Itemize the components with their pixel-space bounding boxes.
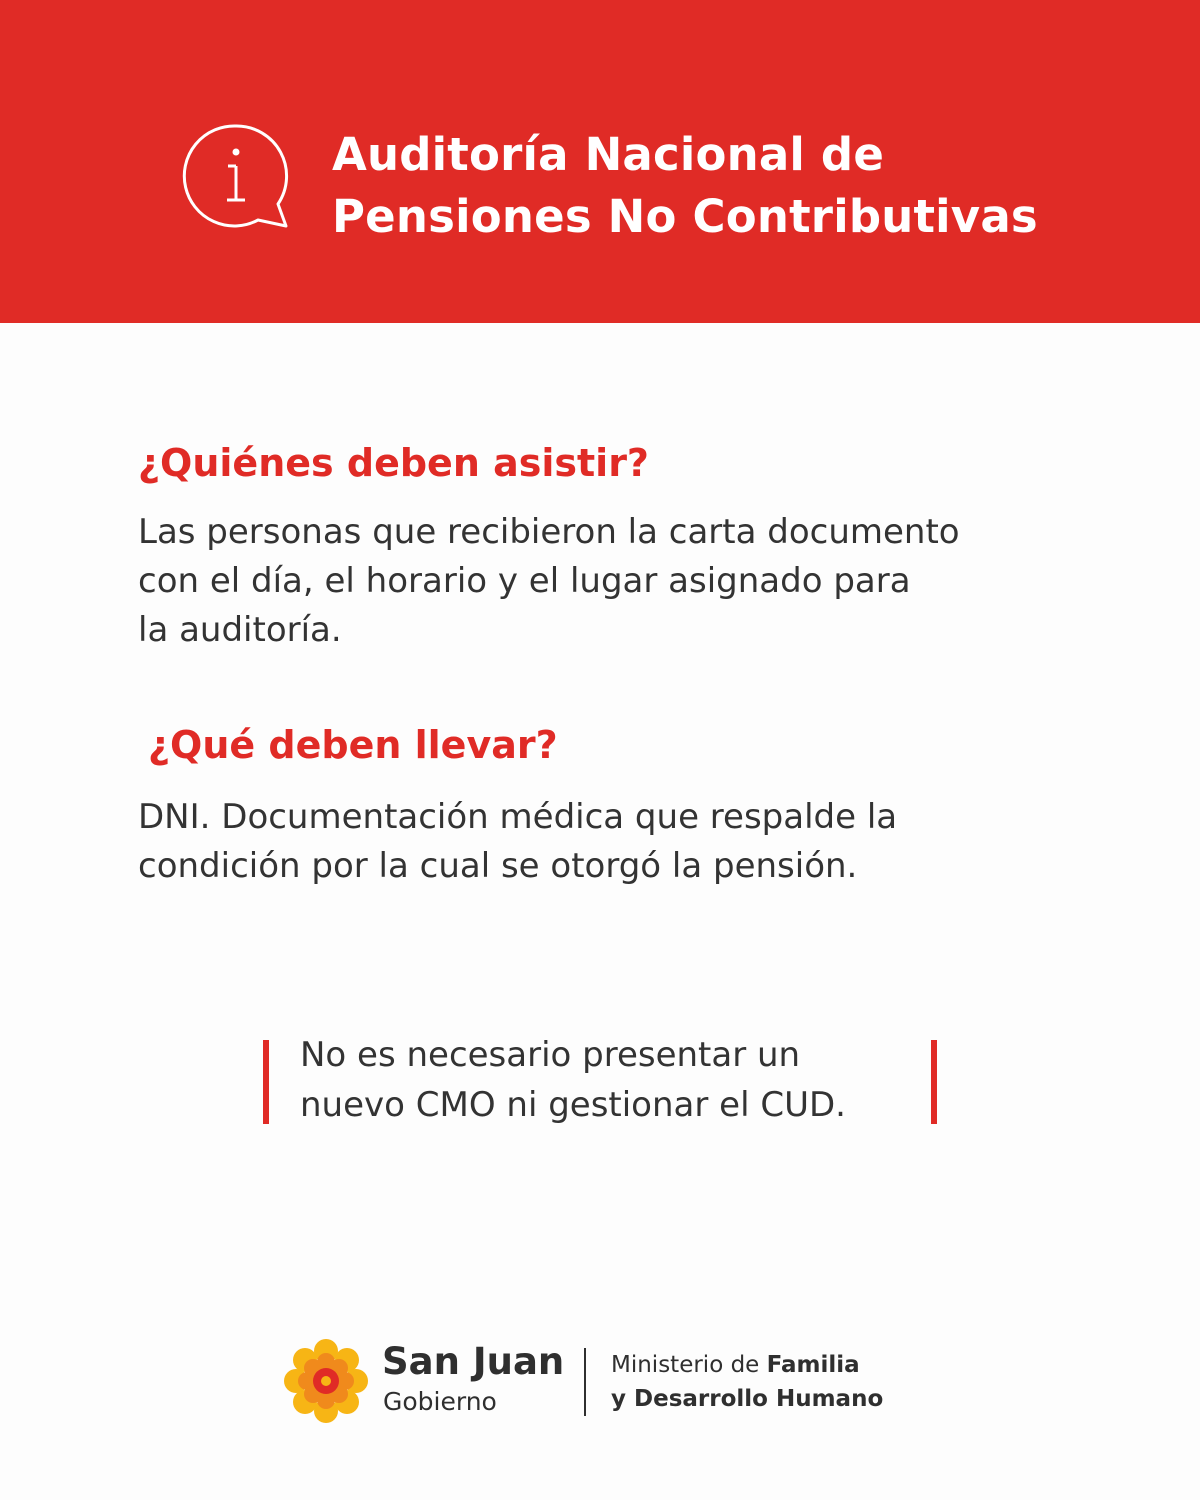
title-line-2: Pensiones No Contributivas <box>332 190 1038 243</box>
section-body-what <box>138 793 897 891</box>
note-line: No es necesario presentar un <box>300 1035 801 1075</box>
section-body-who <box>138 508 960 655</box>
body-line: Las personas que recibieron la carta documento <box>138 512 960 552</box>
note-bar-right <box>931 1040 937 1124</box>
body-line: con el día, el horario y el lugar asignado para <box>138 561 911 601</box>
page-title <box>332 124 1152 248</box>
note-callout <box>300 1030 846 1130</box>
header-banner <box>0 0 1200 323</box>
section-heading-what: ¿Qué deben llevar? <box>148 723 558 767</box>
body-line: condición por la cual se otorgó la pensión. <box>138 846 858 886</box>
ministry-bold: Familia <box>766 1352 860 1378</box>
ministry-line-2: y Desarrollo Humano <box>611 1386 884 1412</box>
body-line: DNI. Documentación médica que respalde la <box>138 797 898 837</box>
title-line-1: Auditoría Nacional de <box>332 128 885 181</box>
brand-name: San Juan <box>382 1340 565 1383</box>
ministry-name <box>611 1348 883 1416</box>
note-line: nuevo CMO ni gestionar el CUD. <box>300 1085 846 1125</box>
brand-subtitle: Gobierno <box>383 1387 497 1416</box>
sun-flower-logo-icon <box>283 1338 369 1424</box>
note-bar-left <box>263 1040 269 1124</box>
section-heading-who: ¿Quiénes deben asistir? <box>138 441 649 485</box>
info-speech-bubble-icon <box>180 120 292 232</box>
body-line: la auditoría. <box>138 610 342 650</box>
logo-divider <box>584 1348 586 1416</box>
ministry-prefix: Ministerio de <box>611 1352 767 1378</box>
